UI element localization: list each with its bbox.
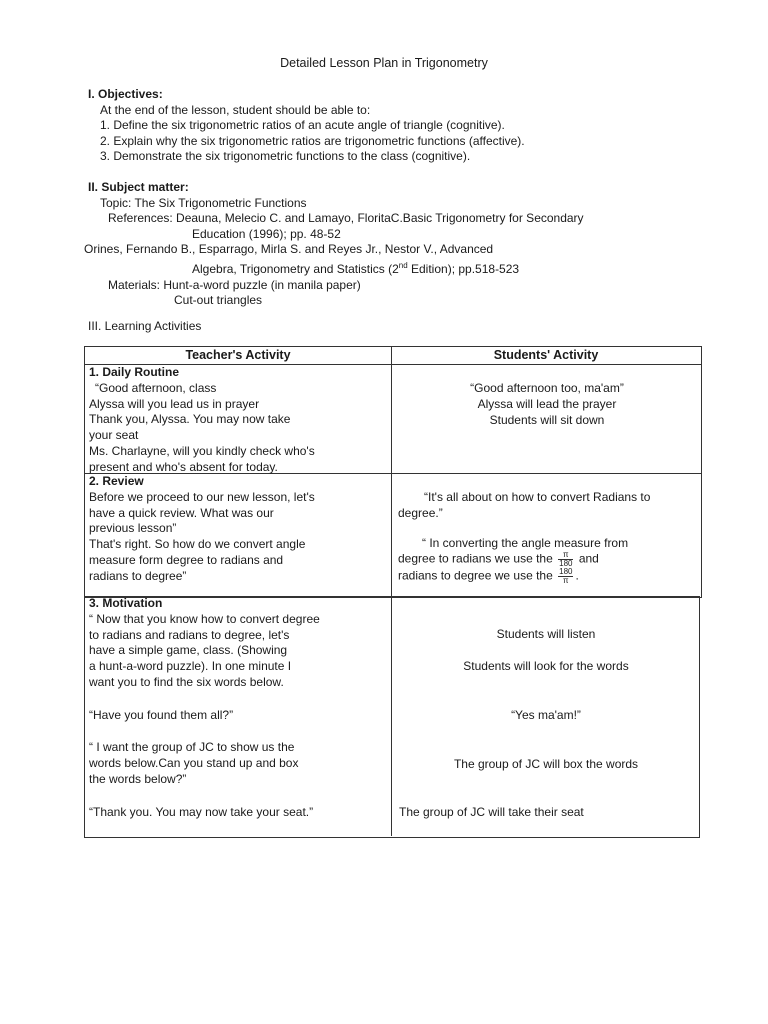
review-student-line: “ In converting the angle measure from (422, 535, 629, 550)
students-column-header: Students' Activity (493, 348, 599, 362)
objectives-intro: At the end of the lesson, student should be able to: (100, 102, 371, 117)
teacher-column-header: Teacher's Activity (185, 348, 291, 362)
motivation-teacher-line: a hunt-a-word puzzle). In one minute I (89, 659, 292, 674)
motivation-student-line: “Yes ma'am!” (511, 708, 581, 722)
motivation-teacher-cell (89, 596, 389, 691)
routine-teacher-cell (89, 365, 389, 476)
review-teacher-line: radians to degree” (89, 568, 187, 583)
review-teacher-line: That's right. So how do we convert angle (89, 537, 306, 552)
subject-section (84, 180, 584, 309)
routine-teacher-line: present and who's absent for today. (89, 459, 278, 474)
review-heading: 2. Review (89, 474, 144, 488)
motivation-student-line: Students will listen (496, 627, 596, 641)
objectives-section (88, 87, 525, 165)
review-teacher-cell (89, 474, 389, 585)
subject-topic: Topic: The Six Trigonometric Functions (100, 195, 307, 210)
review-student-line: degree.” (398, 505, 443, 520)
180-over-pi-fraction: $\frac{180}{\pi}$ (559, 567, 573, 586)
column-divider (391, 346, 392, 836)
review-teacher-line: measure form degree to radians and (89, 552, 284, 567)
review-teacher-line: have a quick review. What was our (89, 505, 274, 520)
subject-reference-cont: Education (1996); pp. 48-52 (192, 226, 341, 241)
motivation-heading: 3. Motivation (89, 596, 163, 610)
review-students-cell (398, 490, 698, 585)
motivation-student-line: The group of JC will take their seat (399, 805, 584, 819)
subject-reference-2: Orines, Fernando B., Esparrago, Mirla S. and Reyes Jr., Nestor V., Advanced (84, 242, 494, 257)
pi-over-180-fraction: $\frac{\pi}{180}$ (559, 550, 573, 569)
review-student-line: radians to degree we use the $\frac{180}{\pi}$ . (398, 567, 579, 586)
routine-teacher-line: Alyssa will you lead us in prayer (89, 396, 260, 411)
review-student-line: degree to radians we use the $\frac{\pi}{180}$ and (398, 550, 599, 569)
objective-item: 3. Demonstrate the six trigonometric functions to the class (cognitive). (100, 149, 471, 164)
review-student-line: “It's all about on how to convert Radians to (424, 490, 651, 504)
routine-student-line: “Good afternoon too, ma'am” (470, 381, 624, 395)
routine-student-line: Alyssa will lead the prayer (477, 396, 617, 411)
motivation-teacher-question: “Have you found them all?” (89, 708, 234, 722)
subject-reference-2-cont: Algebra, Trigonometry and Statistics (2nd Edition); pp.518-523 (192, 260, 520, 276)
motivation-teacher-thanks: “Thank you. You may now take your seat.” (89, 805, 314, 819)
objective-item: 1. Define the six trigonometric ratios of an acute angle of triangle (cognitive). (100, 118, 505, 133)
activities-heading: III. Learning Activities (88, 319, 202, 333)
subject-materials-cont: Cut-out triangles (174, 293, 263, 308)
routine-heading: 1. Daily Routine (89, 365, 180, 379)
motivation-student-line: Students will look for the words (463, 659, 629, 673)
review-teacher-line: previous lesson” (89, 521, 177, 536)
routine-teacher-line: Thank you, Alyssa. You may now take (89, 412, 291, 427)
motivation-teacher-line: to radians and radians to degree, let's (89, 627, 290, 642)
motivation-teacher-request: “ I want the group of JC to show us the words below.Can you stand up and box the words below?” (89, 740, 299, 786)
routine-teacher-line: your seat (89, 428, 139, 443)
routine-student-line: Students will sit down (489, 412, 605, 427)
subject-reference: References: Deauna, Melecio C. and Lamayo, FloritaC.Basic Trigonometry for Secondary (108, 211, 584, 226)
routine-teacher-line: “Good afternoon, class (95, 380, 217, 395)
subject-materials: Materials: Hunt-a-word puzzle (in manila paper) (108, 277, 361, 292)
document-title: Detailed Lesson Plan in Trigonometry (280, 56, 488, 70)
review-teacher-line: Before we proceed to our new lesson, let's (89, 489, 315, 504)
motivation-teacher-line: “ Now that you know how to convert degree (89, 611, 320, 626)
routine-teacher-line: Ms. Charlayne, will you kindly check who's (89, 443, 315, 458)
motivation-teacher-line: want you to find the six words below. (89, 674, 284, 689)
motivation-teacher-line: have a simple game, class. (Showing (89, 643, 288, 658)
objective-item: 2. Explain why the six trigonometric ratios are trigonometric functions (affective). (100, 133, 525, 148)
motivation-student-line: The group of JC will box the words (453, 757, 639, 771)
subject-heading: II. Subject matter: (88, 180, 189, 194)
routine-students-cell (394, 381, 700, 428)
objectives-heading: I. Objectives: (88, 87, 163, 101)
